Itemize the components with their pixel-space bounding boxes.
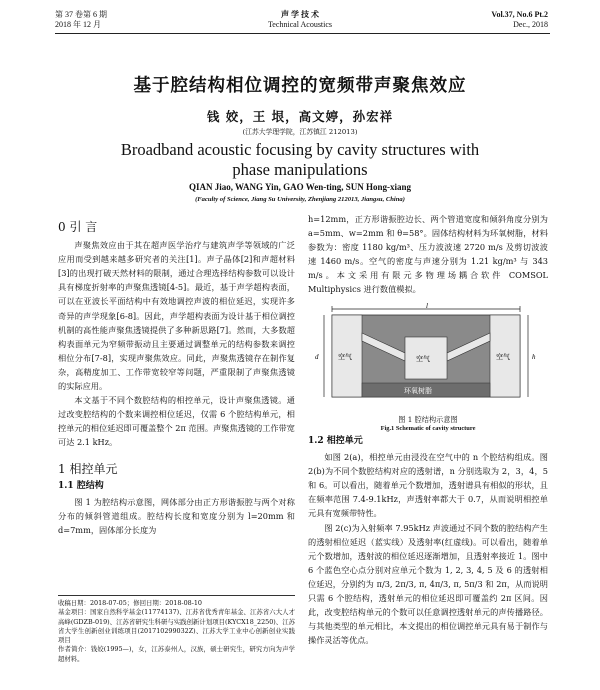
paragraph: 如图 2(a)，相控单元由浸没在空气中的 n 个腔结构组成。图 2(b)为不同个数腔结构对应的透射谱，n 分别选取为 2，3，4，5 和 6。可以看出，随着单元个数增加，透射谱具有相似的形状，且在频率范围 7.4-9.1kHz，声透射率都大于 0.7，从而说明相控单元具有宽频带特性。 — [308, 452, 548, 519]
air-label-right: 空气 — [496, 353, 510, 361]
footnote-received: 收稿日期：2018-07-05；修回日期：2018-08-10 — [58, 599, 202, 607]
figure-caption-en: Fig.1 Schematic of cavity structure — [380, 425, 476, 432]
right-column-bottom — [308, 434, 548, 647]
paragraph: 图 2(c)为入射频率 7.95kHz 声波通过不同个数的腔结构产生的透射相位延迟（蓝实线）及透射率(红虚线)。可以看出，随着单元个数增加，透射波的相位延迟逐渐增加，且透射率接近 1。图中 6 个蓝色空心点分别对应单元个数为 1, 2, 3, 4, 5 及 6 的透射相位延迟，分别约为 π/3, 2π/3, π, 4π/3, π, 5π/3 和 2π，从而说明只需 6 个腔结构，透射单元的相位延迟即可覆盖约 2π 区间。因此，改变腔结构单元的个数可以任意调控透射单元的声传播路径。与其他类型的单元相比，本文提出的相位调控单元具有易于制作与操作灵活等优点。 — [308, 522, 548, 646]
paragraph: 本文基于不同个数腔结构的相控单元，设计声聚焦透镜。通过改变腔结构的个数来调控相位延迟，仅需 6 个腔结构单元，相控单元的相位延迟即可覆盖整个 2π 范围。声聚焦透镜的工作带宽可达 2.1 kHz。 — [58, 395, 295, 448]
dim-d-label: d — [315, 353, 319, 361]
authors-cn: 钱 姣，王 垠，高文婷，孙宏祥 — [206, 109, 394, 124]
page-title-en: Broadband acoustic focusing by cavity structures with phase manipulations — [120, 140, 480, 179]
affiliation-en: (Faculty of Science, Jiang Su University, Zhenjiang 212013, Jiangsu, China) — [195, 196, 405, 203]
section-heading: 0 引 言 — [58, 220, 98, 234]
figure-1 — [310, 303, 546, 411]
paragraph: 声聚焦效应由于其在超声医学治疗与建筑声学等领域的广泛应用而受到越来越多研究者的关注[1]。声子晶体[2]和声超材料[3]的出现打破天然材料的限制，通过合理选择结构参数可以设计具有梯度折射率的声聚焦透镜[4-5]。最近，基于声学超构表面，可以在亚波长平面结构中有效地调控声波的相位延迟，实现许多奇异的声学现象[6-8]。因此，声学超构表面为设计基于相位调控机制的高性能声聚焦透镜提供了多种新思路[7]。然而，大多数超构表面单元为窄频带振动且主要通过调整单元的结构参数来调控相位分布[7-8]，实现声聚焦效应。同此，声聚焦透镜存在制作复杂，高精度加工、工作带宽较窄等问题，严重限制了声聚焦透镜的实际应用。 — [58, 240, 295, 392]
footnotes — [58, 599, 295, 664]
paragraph: h=12mm，正方形谐振腔边长、两个管道宽度和倾斜角度分别为 a=5mm、w=2mm 和 θ=58°。固体结构材料为环氧树脂，材料参数为：密度 1180 kg/m³、压力波波速 2720 m/s 及剪切波波速 1460 m/s。空气的密度与声速分别为 1.21 kg/m³ 与 343 m/s。本文采用有限元多物理场耦合软件 COMSOL Multiphysics 进行数值模拟。 — [308, 214, 548, 295]
air-label-center: 空气 — [416, 355, 430, 363]
section-heading: 1 相控单元 — [58, 461, 118, 476]
header-date: 2018 年 12 月 — [55, 20, 101, 29]
subsection-heading: 1.2 相控单元 — [308, 436, 363, 446]
paragraph: 图 1 为腔结构示意图，网体部分由正方形谐振腔与两个对称分布的倾斜管道组成。腔结构长度和宽度分别为 l=20mm 和 d=7mm，固体部分长度为 — [58, 496, 295, 535]
left-column — [58, 220, 295, 537]
figure-caption-cn: 图 1 腔结构示意图 — [398, 415, 458, 424]
header-rule — [55, 33, 550, 34]
header-date-en: Dec., 2018 — [513, 20, 548, 29]
solid-label: 环氧树脂 — [404, 387, 432, 395]
dim-h-label: h — [532, 353, 536, 361]
header-journal-en: Technical Acoustics — [267, 20, 333, 29]
page-title-cn: 基于腔结构相位调控的宽频带声聚焦效应 — [133, 76, 467, 96]
footnote-rule — [58, 595, 295, 596]
right-column-top — [308, 212, 548, 297]
dim-l-label: l — [426, 303, 428, 310]
footnote-author: 作者简介：钱姣(1995—)，女，江苏泰州人，汉族，硕士研究生，研究方向为声学超材料。 — [58, 645, 295, 663]
air-label-left: 空气 — [338, 353, 352, 361]
footnote-fund: 基金项目：国家自然科学基金(11774137)、江苏省优秀青年基金、江苏省六大人才高峰(GDZB-019)、江苏省研究生科研与实践创新计划项目(KYCX18_2250)、江苏省大学生创新创业训练项目(201710299032Z)、江苏大学工业中心创新创业实践项目 — [58, 608, 295, 645]
affiliation-cn: (江苏大学理学院，江苏镇江 212013) — [242, 128, 358, 136]
header-volume-en: Vol.37, No.6 Pt.2 — [491, 10, 548, 19]
subsection-heading: 1.1 腔结构 — [58, 480, 104, 491]
authors-en: QIAN Jiao, WANG Yin, GAO Wen-ting, SUN Hong-xiang — [188, 182, 412, 192]
header-volume: 第 37 卷第 6 期 — [55, 10, 107, 19]
cavity-structure-diagram — [310, 303, 546, 411]
header-journal-cn: 声 学 技 术 — [281, 10, 319, 19]
